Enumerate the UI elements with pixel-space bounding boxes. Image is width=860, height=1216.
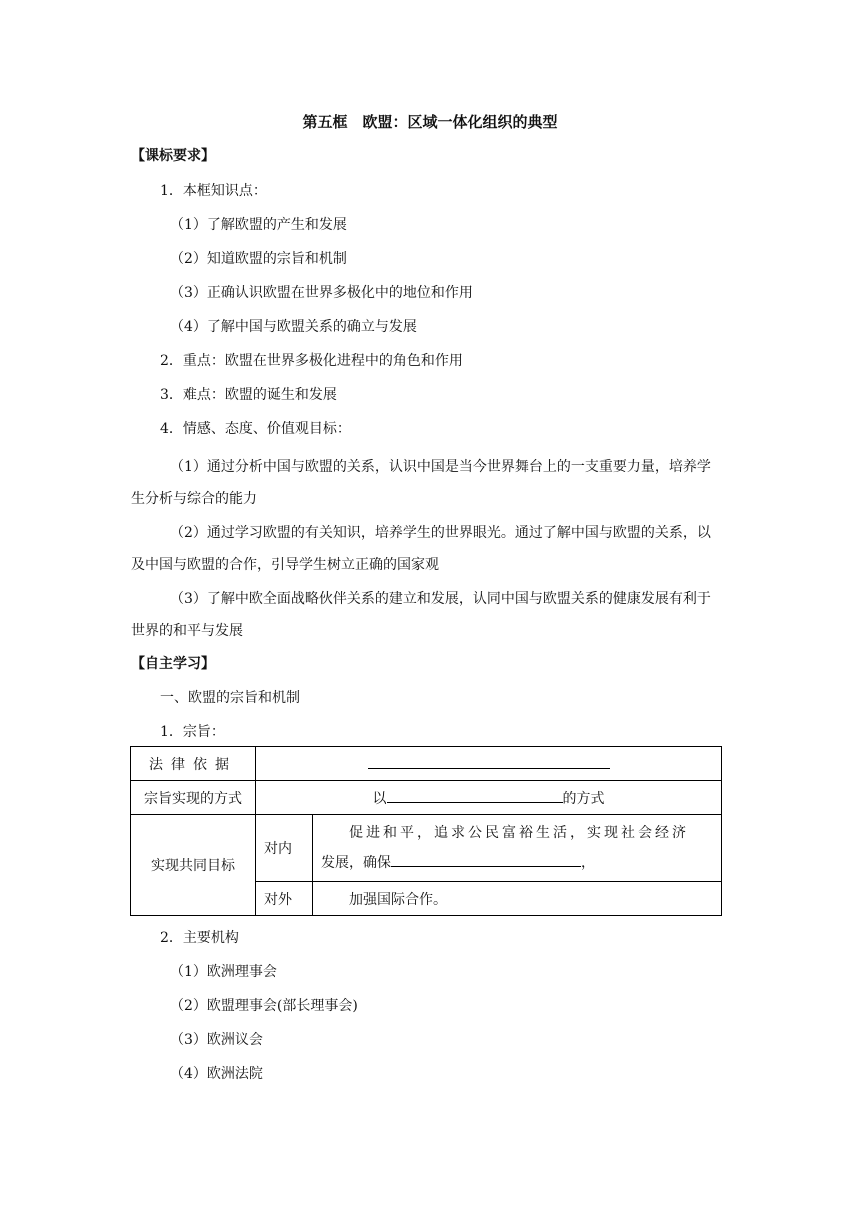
sub-item: （3）正确认识欧盟在世界多极化中的地位和作用 bbox=[170, 285, 473, 301]
sub-item: （4）了解中国与欧盟关系的确立与发展 bbox=[170, 319, 417, 335]
item-purpose: 1．宗旨： bbox=[160, 724, 225, 740]
item-goals: 4．情感、态度、价值观目标： bbox=[160, 421, 351, 437]
purpose-table bbox=[130, 746, 722, 916]
goal-paragraph: （2）通过学习欧盟的有关知识，培养学生的世界眼光。通过了解中国与欧盟的关系，以及中国与欧盟的合作，引导学生树立正确的国家观 bbox=[131, 525, 711, 573]
internal-label: 对内 bbox=[256, 815, 313, 882]
fill-blank[interactable] bbox=[368, 754, 610, 769]
common-goal-label: 实现共同目标 bbox=[131, 815, 256, 916]
fill-blank[interactable] bbox=[391, 852, 581, 867]
item-difficulty: 3．难点：欧盟的诞生和发展 bbox=[160, 387, 337, 403]
item-organs: 2．主要机构 bbox=[160, 930, 239, 946]
goal-paragraph: （1）通过分析中国与欧盟的关系，认识中国是当今世界舞台上的一支重要力量，培养学生分析与综合的能力 bbox=[131, 459, 711, 507]
page-title: 第五框 欧盟：区域一体化组织的典型 bbox=[302, 113, 558, 131]
external-text: 加强国际合作。 bbox=[313, 882, 722, 916]
external-label: 对外 bbox=[256, 882, 313, 916]
legal-basis-blank-cell bbox=[256, 747, 722, 781]
sub-item: （1）了解欧盟的产生和发展 bbox=[170, 217, 347, 233]
part-heading: 一、欧盟的宗旨和机制 bbox=[160, 690, 300, 706]
item-key-point: 2．重点：欧盟在世界多极化进程中的角色和作用 bbox=[160, 353, 463, 369]
organ-item: （2）欧盟理事会(部长理事会) bbox=[170, 998, 358, 1014]
section-heading-curriculum: 【课标要求】 bbox=[131, 148, 215, 164]
method-label: 宗旨实现的方式 bbox=[131, 781, 256, 815]
organ-item: （4）欧洲法院 bbox=[170, 1066, 263, 1082]
organ-item: （3）欧洲议会 bbox=[170, 1032, 263, 1048]
internal-text-cell: 促进和平，追求公民富裕生活，实现社会经济 发展，确保 ， bbox=[313, 815, 722, 882]
legal-basis-label: 法律依据 bbox=[131, 747, 256, 781]
section-heading-self-study: 【自主学习】 bbox=[131, 656, 215, 672]
fill-blank[interactable] bbox=[387, 788, 563, 803]
organ-item: （1）欧洲理事会 bbox=[170, 964, 277, 980]
item-knowledge-points: 1．本框知识点： bbox=[160, 183, 267, 199]
method-cell: 以 的方式 bbox=[256, 781, 722, 815]
goal-paragraph: （3）了解中欧全面战略伙伴关系的建立和发展，认同中国与欧盟关系的健康发展有利于世界的和平与发展 bbox=[131, 591, 711, 639]
sub-item: （2）知道欧盟的宗旨和机制 bbox=[170, 251, 347, 267]
